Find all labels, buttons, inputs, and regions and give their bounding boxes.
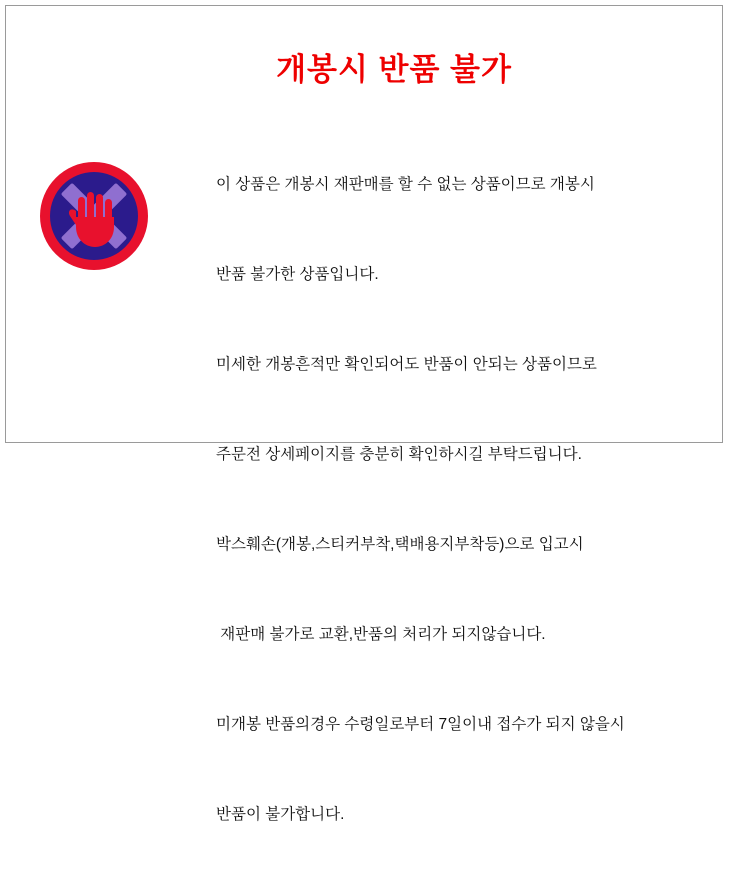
return-policy-notice-card <box>5 5 723 823</box>
notice-body <box>216 110 696 890</box>
notice-line: 미세한 개봉흔적만 확인되어도 반품이 안되는 상품이므로 <box>216 356 597 373</box>
notice-line: 주문전 상세페이지를 충분히 확인하시길 부탁드립니다. <box>216 446 582 463</box>
page-title: 개봉시 반품 불가 <box>276 52 512 87</box>
notice-line: 미개봉 반품의경우 수령일로부터 7일이내 접수가 되지 않을시 <box>216 716 625 733</box>
notice-line: 박스훼손(개봉,스티커부착,택배용지부착등)으로 입고시 <box>216 536 584 553</box>
no-open-hand-emblem-icon <box>39 161 149 271</box>
notice-line: 반품이 불가합니다. <box>216 806 345 823</box>
notice-line: 재판매 불가로 교환,반품의 처리가 되지않습니다. <box>216 626 546 643</box>
notice-line: 반품 불가한 상품입니다. <box>216 266 379 283</box>
notice-line: 이 상품은 개봉시 재판매를 할 수 없는 상품이므로 개봉시 <box>216 176 595 193</box>
